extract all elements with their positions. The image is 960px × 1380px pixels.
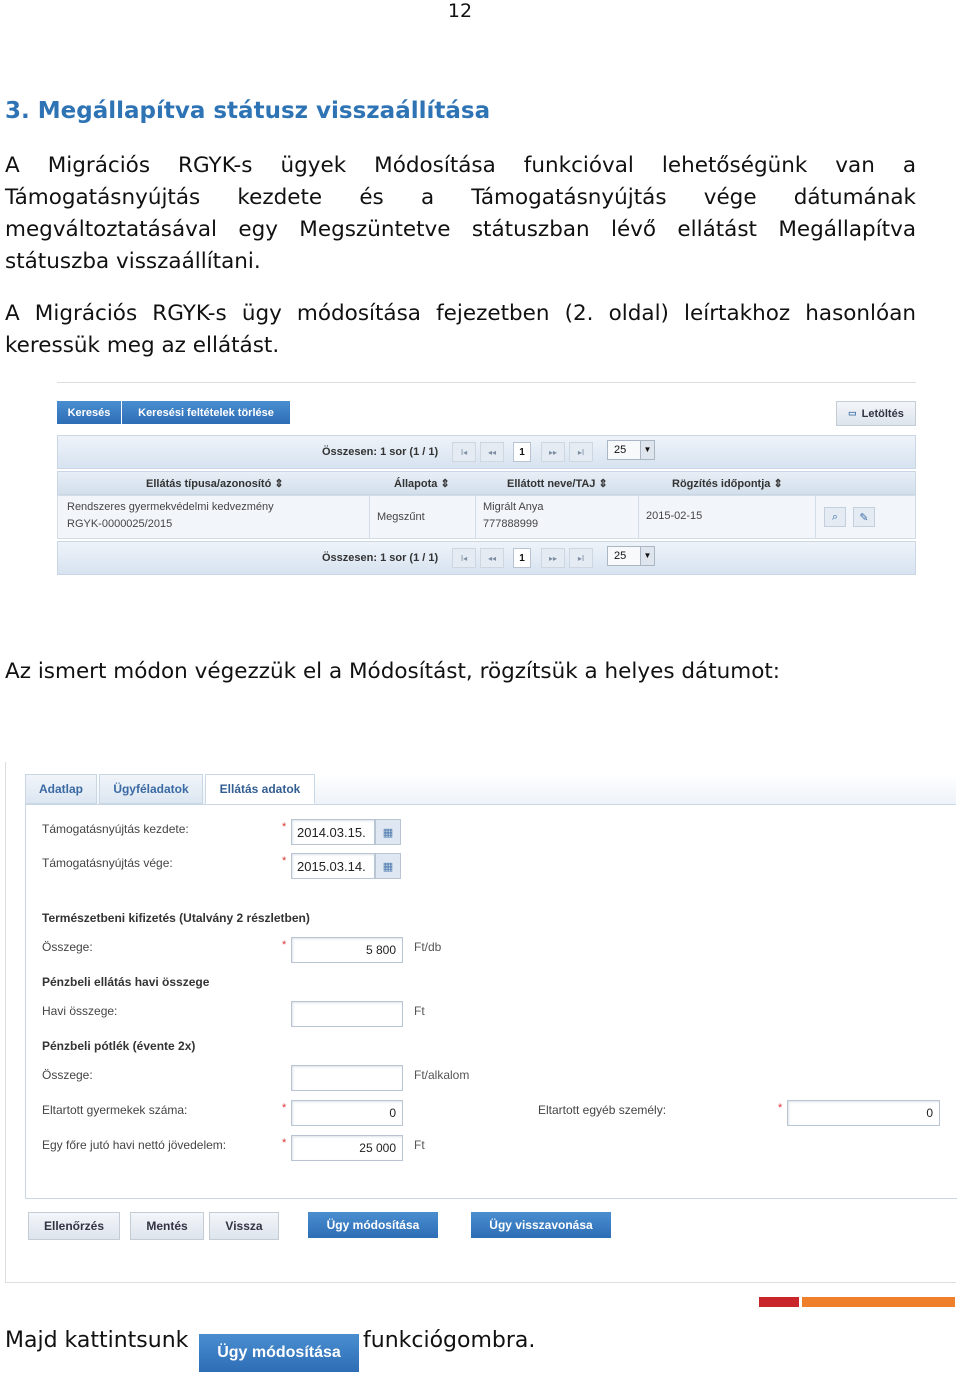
end-date-label: Támogatásnyújtás vége:: [42, 856, 173, 870]
page-size-value: 25: [614, 550, 627, 562]
required-mark: *: [282, 1102, 287, 1114]
bonus-unit: Ft/alkalom: [414, 1068, 470, 1082]
prev-page-icon[interactable]: ◂◂: [480, 442, 504, 462]
decor-strip-orange: [802, 1297, 955, 1307]
section-title: 3. Megállapítva státusz visszaállítása: [5, 98, 491, 124]
modify-case-button-inline: Ügy módosítása: [199, 1334, 359, 1372]
final-text-after: funkciógombra.: [363, 1328, 536, 1353]
calendar-icon[interactable]: ▦: [375, 819, 401, 845]
download-button[interactable]: [836, 401, 916, 426]
last-page-icon[interactable]: ▸I: [569, 442, 593, 462]
bonus-label: Összege:: [42, 1068, 93, 1082]
paragraph-modify: Az ismert módon végezzük el a Módosítást, rögzítsük a helyes dátumot:: [5, 659, 781, 684]
edit-form-screenshot: [5, 762, 956, 1283]
row-id: RGYK-0000025/2015: [67, 518, 173, 530]
first-page-icon[interactable]: I◂: [452, 442, 476, 462]
page-number-box[interactable]: 1: [513, 442, 531, 462]
required-mark: *: [282, 939, 287, 951]
income-unit: Ft: [414, 1138, 425, 1152]
pager-top: [57, 435, 916, 469]
decor-strip-red: [759, 1297, 799, 1307]
row-date: 2015-02-15: [646, 510, 703, 522]
other-person-label: Eltartott egyéb személy:: [538, 1103, 667, 1117]
chevron-down-icon: ▼: [640, 441, 654, 459]
children-label: Eltartott gyermekek száma:: [42, 1103, 188, 1117]
final-text-before: Majd kattintsunk: [5, 1328, 189, 1353]
monthly-unit: Ft: [414, 1004, 425, 1018]
pager-summary: Összesen: 1 sor (1 / 1): [322, 446, 439, 458]
next-page-icon[interactable]: ▸▸: [541, 548, 565, 568]
start-date-label: Támogatásnyújtás kezdete:: [42, 822, 189, 836]
table-header: [57, 471, 916, 495]
clear-filters-button[interactable]: Keresési feltételek törlése: [122, 401, 290, 424]
row-name: Migrált Anya: [483, 501, 544, 513]
section-monthly: Pénzbeli ellátás havi összege: [42, 975, 210, 989]
amount-input[interactable]: 5 800: [291, 937, 403, 963]
section-bonus: Pénzbeli pótlék (évente 2x): [42, 1039, 196, 1053]
page-number-box[interactable]: 1: [513, 548, 531, 568]
table-row[interactable]: [57, 495, 916, 539]
back-button[interactable]: Vissza: [209, 1212, 279, 1240]
col-name[interactable]: Ellátott neve/TAJ ⇕: [507, 478, 608, 490]
page-number: 12: [447, 0, 473, 22]
end-date-input[interactable]: 2015.03.14.: [291, 853, 375, 879]
download-label: Letöltés: [861, 407, 904, 420]
withdraw-case-button[interactable]: Ügy visszavonása: [471, 1212, 611, 1238]
tab-ellatas-adatok[interactable]: Ellátás adatok: [205, 774, 315, 804]
tab-bar: [25, 774, 956, 805]
chevron-down-icon: ▼: [640, 547, 654, 565]
required-mark: *: [282, 821, 287, 833]
check-button[interactable]: Ellenőrzés: [28, 1212, 120, 1240]
pager-bottom: [57, 541, 916, 575]
monthly-label: Havi összege:: [42, 1004, 118, 1018]
col-type[interactable]: Ellátás típusa/azonosító ⇕: [146, 478, 284, 490]
last-page-icon[interactable]: ▸I: [569, 548, 593, 568]
download-icon: ▭: [848, 408, 857, 418]
start-date-input[interactable]: 2014.03.15.: [291, 819, 375, 845]
search-button[interactable]: Keresés: [57, 401, 121, 424]
paragraph-search: A Migrációs RGYK-s ügy módosítása fejezetben (2. oldal) leírtakhoz hasonlóan keressük meg az ellátást.: [5, 301, 916, 358]
pager-summary: Összesen: 1 sor (1 / 1): [322, 552, 439, 564]
save-button[interactable]: Mentés: [130, 1212, 204, 1240]
paragraph-intro: A Migrációs RGYK-s ügyek Módosítása funkcióval lehetőségünk van a Támogatásnyújtás kezdete és a Támogatásnyújtás vége dátumának megváltoztatásával egy Megszüntetve státuszban lévő ellátást Megállapítva státuszba visszaállítani.: [5, 153, 916, 274]
col-date[interactable]: Rögzítés időpontja ⇕: [672, 478, 783, 490]
view-icon[interactable]: ⌕: [824, 507, 846, 527]
tab-ugyfeladatok[interactable]: Ügyféladatok: [99, 774, 203, 804]
col-status[interactable]: Állapota ⇕: [394, 478, 450, 490]
page-size-select[interactable]: [607, 546, 655, 566]
children-input[interactable]: 0: [291, 1100, 403, 1126]
bonus-input[interactable]: [291, 1065, 403, 1091]
other-person-input[interactable]: 0: [787, 1100, 940, 1126]
monthly-input[interactable]: [291, 1001, 403, 1027]
amount-unit: Ft/db: [414, 940, 442, 954]
calendar-icon[interactable]: ▦: [375, 853, 401, 879]
first-page-icon[interactable]: I◂: [452, 548, 476, 568]
page-size-value: 25: [614, 444, 627, 456]
edit-icon[interactable]: ✎: [853, 507, 875, 527]
next-page-icon[interactable]: ▸▸: [541, 442, 565, 462]
required-mark: *: [778, 1102, 783, 1114]
search-results-screenshot: [57, 382, 916, 577]
required-mark: *: [282, 1137, 287, 1149]
row-taj: 777888999: [483, 518, 539, 530]
row-type: Rendszeres gyermekvédelmi kedvezmény: [67, 501, 274, 513]
income-input[interactable]: 25 000: [291, 1135, 403, 1161]
required-mark: *: [282, 855, 287, 867]
form-area: [25, 804, 957, 1199]
amount-label: Összege:: [42, 940, 93, 954]
row-status: Megszűnt: [377, 511, 425, 523]
prev-page-icon[interactable]: ◂◂: [480, 548, 504, 568]
income-label: Egy főre jutó havi nettó jövedelem:: [42, 1138, 227, 1152]
section-natural: Természetbeni kifizetés (Utalvány 2 részletben): [42, 911, 310, 925]
modify-case-button[interactable]: Ügy módosítása: [308, 1212, 438, 1238]
page-size-select[interactable]: [607, 440, 655, 460]
tab-adatlap[interactable]: Adatlap: [25, 774, 97, 804]
